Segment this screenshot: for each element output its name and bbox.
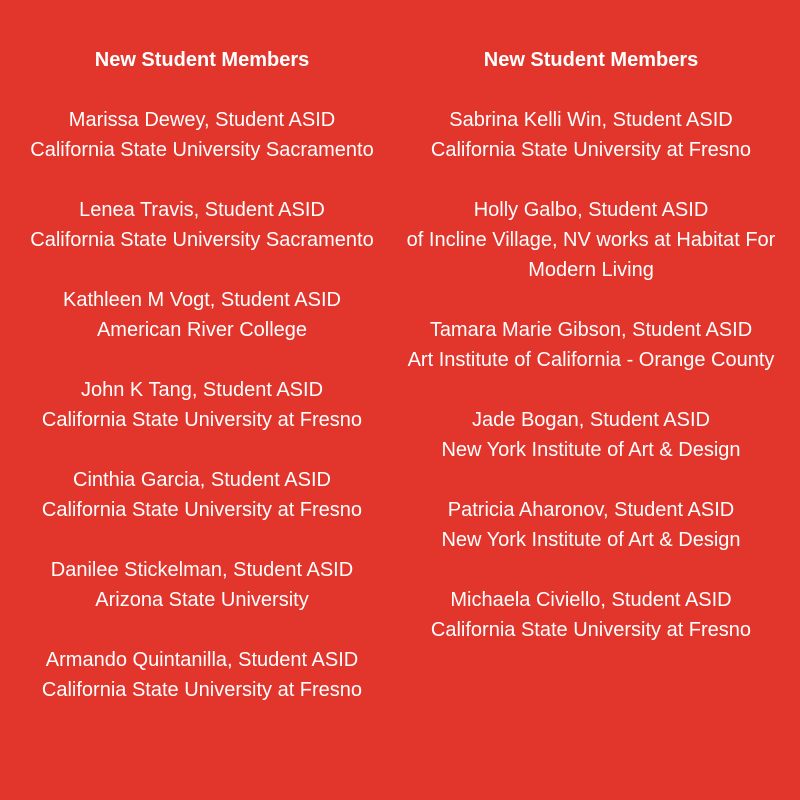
member-entry (7, 375, 397, 435)
member-school: California State University at Fresno (41, 499, 363, 521)
member-name: Danilee Stickelman, Student ASID (50, 559, 354, 581)
member-school: Arizona State University (95, 589, 309, 611)
member-school: California State University at Fresno (41, 409, 363, 431)
member-school: California State University at Fresno (430, 139, 752, 161)
member-name: Jade Bogan, Student ASID (472, 409, 710, 431)
member-name: Armando Quintanilla, Student ASID (45, 649, 359, 671)
member-name: Lenea Travis, Student ASID (79, 199, 325, 221)
member-name: Cinthia Garcia, Student ASID (73, 469, 331, 491)
member-name: Michaela Civiello, Student ASID (450, 589, 732, 611)
member-school: of Incline Village, NV works at Habitat For Modern Living (406, 229, 776, 281)
member-entry (396, 405, 786, 465)
member-school: California State University Sacramento (30, 139, 374, 161)
member-name: Kathleen M Vogt, Student ASID (63, 289, 341, 311)
left-column (7, 45, 397, 735)
column-heading: New Student Members (94, 49, 310, 71)
member-name: Patricia Aharonov, Student ASID (447, 499, 735, 521)
right-column (396, 45, 786, 675)
member-school: Art Institute of California - Orange County (407, 349, 775, 371)
member-school: California State University at Fresno (41, 679, 363, 701)
member-entry (7, 645, 397, 705)
member-name: John K Tang, Student ASID (80, 379, 324, 401)
member-school: New York Institute of Art & Design (441, 529, 741, 551)
member-entry (7, 285, 397, 345)
member-entry (396, 195, 786, 285)
member-entry (7, 555, 397, 615)
member-name: Marissa Dewey, Student ASID (68, 109, 336, 131)
member-name: Holly Galbo, Student ASID (473, 199, 709, 221)
member-name: Sabrina Kelli Win, Student ASID (449, 109, 733, 131)
column-heading: New Student Members (483, 49, 699, 71)
member-entry (396, 585, 786, 645)
member-name: Tamara Marie Gibson, Student ASID (429, 319, 753, 341)
member-entry (7, 195, 397, 255)
member-school: American River College (96, 319, 308, 341)
member-entry (396, 495, 786, 555)
member-school: California State University at Fresno (430, 619, 752, 641)
member-entry (396, 315, 786, 375)
member-entry (7, 465, 397, 525)
member-school: California State University Sacramento (30, 229, 374, 251)
member-school: New York Institute of Art & Design (441, 439, 741, 461)
member-entry (7, 105, 397, 165)
member-entry (396, 105, 786, 165)
